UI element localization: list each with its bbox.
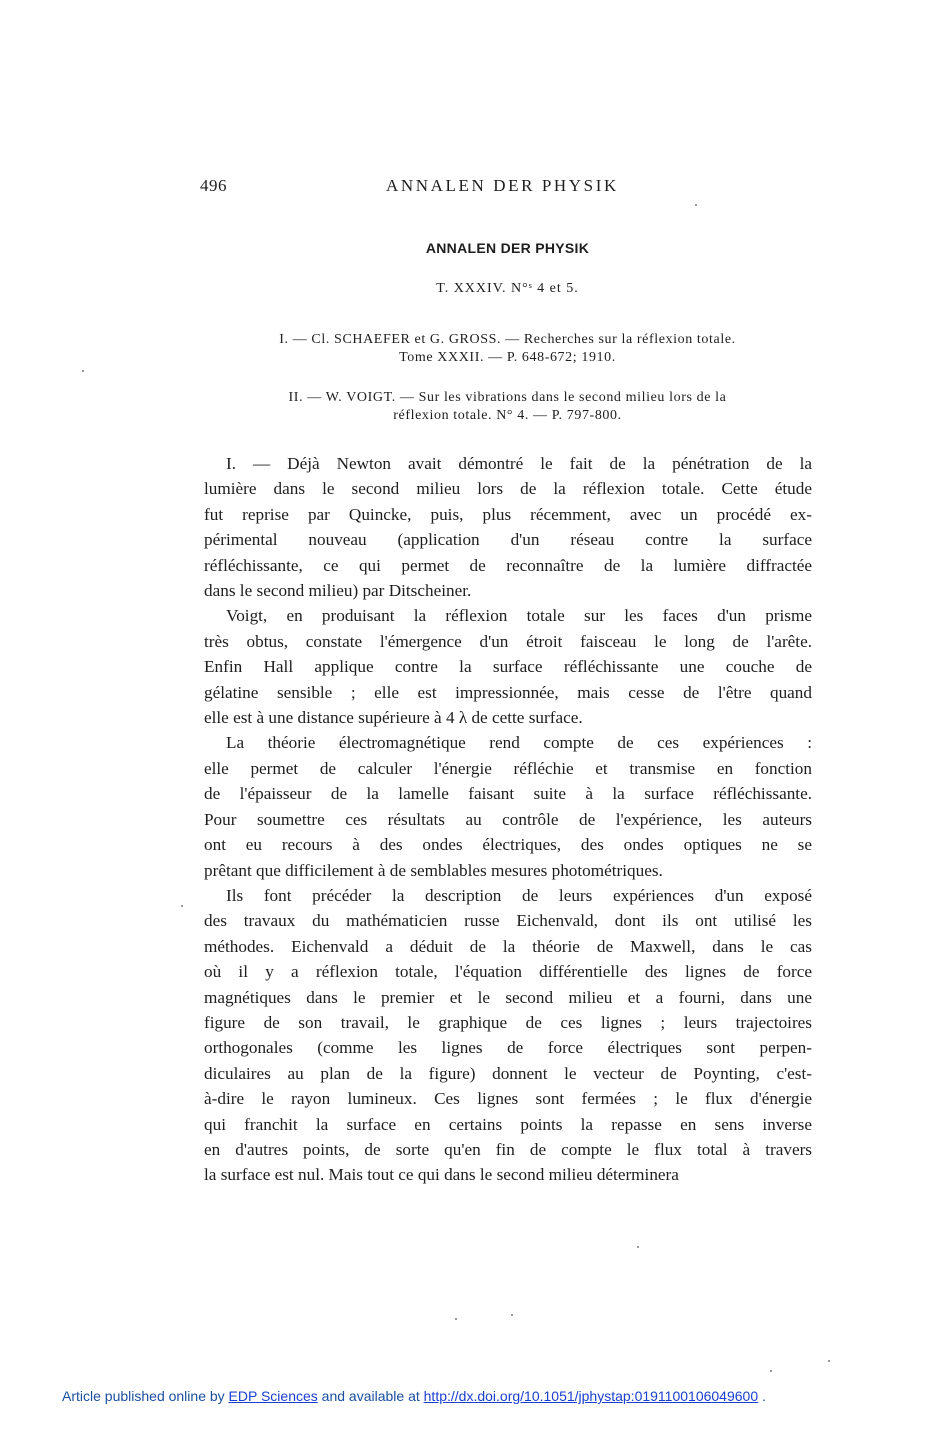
text-line: elle est à une distance supérieure à 4 λ de cette surface. <box>204 708 583 728</box>
text-line: Voigt, en produisant la réflexion totale sur les faces d'un prisme <box>226 606 812 626</box>
scan-speck <box>770 1370 772 1372</box>
text-line: diculaires au plan de la figure) donnent le vecteur de Poynting, c'est- <box>204 1063 812 1083</box>
text-line: orthogonales (comme les lignes de force électriques sont perpen- <box>204 1038 812 1058</box>
text-line: dans le second milieu) par Ditscheiner. <box>204 581 472 601</box>
reference-entry <box>200 389 815 425</box>
text-line: Enfin Hall applique contre la surface réfléchissante une couche de <box>204 657 812 677</box>
scan-speck <box>455 1318 457 1320</box>
scan-speck <box>828 1360 830 1362</box>
publisher-link[interactable]: EDP Sciences <box>228 1388 318 1404</box>
scan-speck <box>637 1246 639 1248</box>
running-title: ANNALEN DER PHYSIK <box>386 176 619 195</box>
reference-line: II. — W. VOIGT. — Sur les vibrations dans le second milieu lors de la <box>288 390 727 405</box>
body-paragraph <box>204 603 812 730</box>
body-paragraph <box>204 451 812 603</box>
text-line: où il y a réflexion totale, l'équation différentielle des lignes de force <box>204 962 812 982</box>
text-line: I. — Déjà Newton avait démontré le fait de la pénétration de la <box>226 454 812 473</box>
text-line: à-dire le rayon lumineux. Ces lignes sont fermées ; le flux d'énergie <box>204 1089 812 1109</box>
text-line: gélatine sensible ; elle est impressionnée, mais cesse de l'être quand <box>204 682 812 702</box>
text-line: réfléchissante, ce qui permet de reconnaître de la lumière diffractée <box>204 555 812 575</box>
footer-suffix: . <box>762 1388 766 1404</box>
article-body <box>204 451 812 1188</box>
reference-line: I. — Cl. SCHAEFER et G. GROSS. — Recherches sur la réflexion totale. <box>279 332 736 347</box>
section-title: ANNALEN DER PHYSIK <box>425 240 590 256</box>
footer-middle: and available at <box>321 1388 420 1404</box>
text-line: prêtant que difficilement à de semblables mesures photométriques. <box>204 860 663 880</box>
text-line: lumière dans le second milieu lors de la réflexion totale. Cette étude <box>204 479 812 499</box>
text-line: La théorie électromagnétique rend compte de ces expériences : <box>226 733 812 753</box>
text-line: fut reprise par Quincke, puis, plus récemment, avec un procédé ex- <box>204 504 812 524</box>
volume-line: T. XXXIV. N°ˢ 4 et 5. <box>436 281 579 296</box>
text-line: méthodes. Eichenvald a déduit de la théorie de Maxwell, dans le cas <box>204 936 812 956</box>
text-line: ont eu recours à des ondes électriques, des ondes optiques ne se <box>204 835 812 855</box>
text-line: Pour soumettre ces résultats au contrôle de l'expérience, les auteurs <box>204 809 812 829</box>
text-line: figure de son travail, le graphique de ces lignes ; leurs trajectoires <box>204 1012 812 1032</box>
text-line: qui franchit la surface en certains points la repasse en sens inverse <box>204 1114 812 1134</box>
running-head <box>200 176 815 200</box>
body-paragraph <box>204 730 812 882</box>
reference-line: Tome XXXII. — P. 648-672; 1910. <box>399 350 616 365</box>
text-line: de l'épaisseur de la lamelle faisant suite à la surface réfléchissante. <box>204 784 812 804</box>
body-paragraph <box>204 883 812 1188</box>
text-line: des travaux du mathématicien russe Eichenvald, dont ils ont utilisé les <box>204 911 812 931</box>
text-line: périmental nouveau (application d'un réseau contre la surface <box>204 530 812 550</box>
text-line: la surface est nul. Mais tout ce qui dans le second milieu déterminera <box>204 1165 679 1185</box>
doi-link[interactable]: http://dx.doi.org/10.1051/jphystap:0191100106049600 <box>423 1388 759 1404</box>
text-line: Ils font précéder la description de leurs expériences d'un exposé <box>226 885 812 905</box>
text-line: très obtus, constate l'émergence d'un étroit faisceau le long de l'arête. <box>204 631 812 651</box>
text-line: magnétiques dans le premier et le second milieu et a fourni, dans une <box>204 987 812 1007</box>
footer-credit <box>62 1388 766 1404</box>
footer-prefix: Article published online by <box>62 1388 225 1404</box>
scan-speck <box>82 370 84 372</box>
scan-speck <box>695 204 697 206</box>
text-line: elle permet de calculer l'énergie réfléchie et transmise en fonction <box>204 758 812 778</box>
reference-line: réflexion totale. N° 4. — P. 797-800. <box>393 408 622 423</box>
page-number: 496 <box>200 176 227 195</box>
scan-speck <box>181 905 183 907</box>
text-line: en d'autres points, de sorte qu'en fin de compte le flux total à travers <box>204 1139 812 1159</box>
scan-speck <box>511 1314 513 1316</box>
reference-entry <box>200 331 815 367</box>
